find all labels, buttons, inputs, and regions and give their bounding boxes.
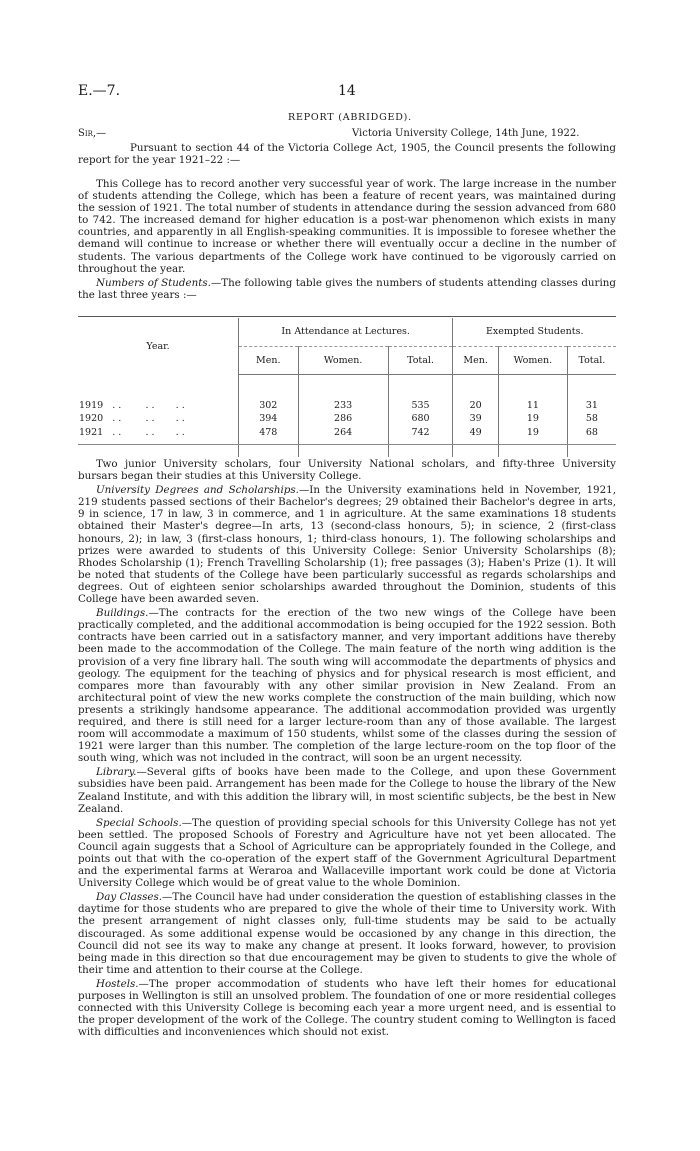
special-schools-heading: Special Schools. <box>96 816 182 829</box>
cell: 394 <box>239 412 299 426</box>
row-year: 1921 . . . . . . <box>79 426 185 438</box>
library-paragraph <box>78 766 616 814</box>
day-classes-heading: Day Classes. <box>96 891 163 904</box>
col-header-total: Total. <box>567 346 616 374</box>
numbers-paragraph <box>78 277 616 301</box>
hostels-paragraph <box>78 978 616 1038</box>
general-section <box>78 178 616 303</box>
cell: 68 <box>567 426 616 440</box>
exempted-group-header: Exempted Students. <box>453 318 616 346</box>
cell: 680 <box>388 412 453 426</box>
document-code: E.—7. <box>78 83 121 99</box>
table-tail <box>78 439 616 457</box>
cell: 58 <box>567 412 616 426</box>
table-row <box>78 426 616 440</box>
cell: 20 <box>453 399 499 413</box>
cell: 535 <box>388 399 453 413</box>
salutation: Sir,— <box>78 128 107 139</box>
day-classes-paragraph <box>78 891 616 976</box>
special-schools-paragraph <box>78 817 616 890</box>
students-table <box>78 318 616 457</box>
sections-body <box>78 458 616 1040</box>
table-bottom-rule <box>78 444 616 445</box>
buildings-heading: Buildings. <box>96 607 149 620</box>
col-header-men: Men. <box>453 346 499 374</box>
hostels-text: —The proper accommodation of students who have left their homes for educational purposes in Wellington is still an unsolved problem. The foundation of one or more residential colleges connected with this University College is becoming each year a more urgent need, and is essential to the proper development of the work of the College. The country student coming to Wellington is faced with difficulties and inconveniences which should not exist. <box>78 977 616 1039</box>
general-paragraph: This College has to record another very successful year of work. The large increase in the number of students attending the College, which has been a feature of recent years, was maintained during the session of 1921. The total number of students in attendance during the session advanced from 680 to 742. The increased demand for higher education is a post-war phenomenon which exists in many countries, and apparently in all English-speaking communities. It is impossible to foresee whether the demand will continue to increase or whether there will eventually occur a decline in the number of students. The various departments of the College work have continued to be vigorously carried on throughout the year. <box>78 178 616 275</box>
cell: 11 <box>498 399 567 413</box>
degrees-heading: University Degrees and Scholarships. <box>96 484 299 497</box>
cell: 286 <box>298 412 388 426</box>
cell: 31 <box>567 399 616 413</box>
cell: 742 <box>388 426 453 440</box>
library-text: —Several gifts of books have been made to the College, and upon these Government subsidies have been paid. Arrangement has been made for the College to house the library of the New Zealand Institute, and with this addition the library will, in most scientific subjects, be the best in New Zealand. <box>78 766 616 815</box>
cell: 264 <box>298 426 388 440</box>
report-title: REPORT (ABRIDGED). <box>288 112 412 123</box>
col-header-total: Total. <box>388 346 453 374</box>
cell: 39 <box>453 412 499 426</box>
row-year: 1920 . . . . . . <box>79 413 185 424</box>
dateline: Victoria University College, 14th June, 1922. <box>352 128 580 139</box>
row-year: 1919 . . . . . . <box>79 399 185 411</box>
cell: 478 <box>239 426 299 440</box>
intro-text: Pursuant to section 44 of the Victoria College Act, 1905, the Council presents the following report for the year 1921–22 :— <box>78 142 616 167</box>
degrees-text: —In the University examinations held in November, 1921, 219 students passed sections of their Bachelor's degrees; 29 obtained their Bachelor's degree in arts, 9 in science, 17 in law, 3 in commerce, and 1 in agriculture. At the same examinations 18 students obtained their Master's degree—In arts, 13 (second-class honours, 5); in science, 2 (first-class honours, 2); in law, 3 (first-class honours, 1; third-class honours, 1). The following scholarships and prizes were awarded to students of this University College: Senior University Scholarships (8); Rhodes Scholarship (1); French Travelling Scholarship (1); free passages (3); Haben's Prize (1). It will be noted that students of the College have been particularly successful as regards scholarships and degrees. Out of eighteen senior scholarships awarded throughout the Dominion, students of this College have been awarded seven. <box>78 484 616 606</box>
table-row <box>78 412 616 426</box>
cell: 302 <box>239 399 299 413</box>
library-heading: Library. <box>96 766 137 779</box>
cell: 49 <box>453 426 499 440</box>
attendance-group-header: In Attendance at Lectures. <box>239 318 453 346</box>
cell: 19 <box>498 412 567 426</box>
intro-paragraph <box>78 142 616 168</box>
hostels-heading: Hostels. <box>96 977 139 990</box>
col-header-women: Women. <box>298 346 388 374</box>
numbers-heading: Numbers of Students. <box>96 276 211 289</box>
page-number: 14 <box>338 83 356 99</box>
buildings-text: —The contracts for the erection of the two new wings of the College have been practically completed, and the additional accommodation is being occupied for the 1922 session. Both contracts have been carried out in a satisfactory manner, and very important additions have thereby been made to the accommodation of the College. The main feature of the north wing addition is the provision of a very fine library hall. The south wing will accommodate the departments of physics and geology. The equipment for the teaching of physics and for physical research is most efficient, and compares more than favourably with any other similar provision in New Zealand. From an architectural point of view the new works complete the construction of the main building, which now presents a strikingly handsome appearance. The additional accommodation provided was urgently required, and there is still need for a larger lecture-room than any of those available. The largest room will accommodate a maximum of 150 students, whilst some of the classes during the session of 1921 were larger than this number. The completion of the large lecture-room on the top floor of the south wing, which was not included in the contract, will soon be an urgent necessity. <box>78 607 616 765</box>
col-header-women: Women. <box>498 346 567 374</box>
table-row <box>78 399 616 413</box>
table-spacer <box>78 374 616 399</box>
col-header-men: Men. <box>239 346 299 374</box>
numbers-text: —The following table gives the numbers of students attending classes during the last three years :— <box>78 276 616 301</box>
scholars-paragraph: Two junior University scholars, four University National scholars, and fifty-three University bursars began their studies at this University College. <box>78 458 616 483</box>
cell: 233 <box>298 399 388 413</box>
cell: 19 <box>498 426 567 440</box>
degrees-paragraph <box>78 484 616 605</box>
table-top-rule <box>78 316 616 317</box>
year-header: Year. <box>146 340 170 352</box>
buildings-paragraph <box>78 607 616 764</box>
special-schools-text: —The question of providing special schools for this University College has not yet been settled. The proposed Schools of Forestry and Agriculture have not yet been allocated. The Council again suggests that a School of Agriculture can be appropriately founded in the College, and points out that with the co-operation of the expert staff of the Government Agricultural Department and the experimental farms at Weraroa and Wallaceville important work could be done at Victoria University College which would be of great value to the whole Dominion. <box>78 816 616 890</box>
day-classes-text: —The Council have had under consideration the question of establishing classes in the daytime for those students who are prepared to give the whole of their time to University work. With the present arrangement of night classes only, full-time students may be said to be actually discouraged. As some additional expense would be occasioned by any change in this direction, the Council did not see its way to make any change at present. It looks forward, however, to provision being made in this direction so that due encouragement may be given to students to give the whole of their time and attention to their course at the College. <box>78 891 616 976</box>
